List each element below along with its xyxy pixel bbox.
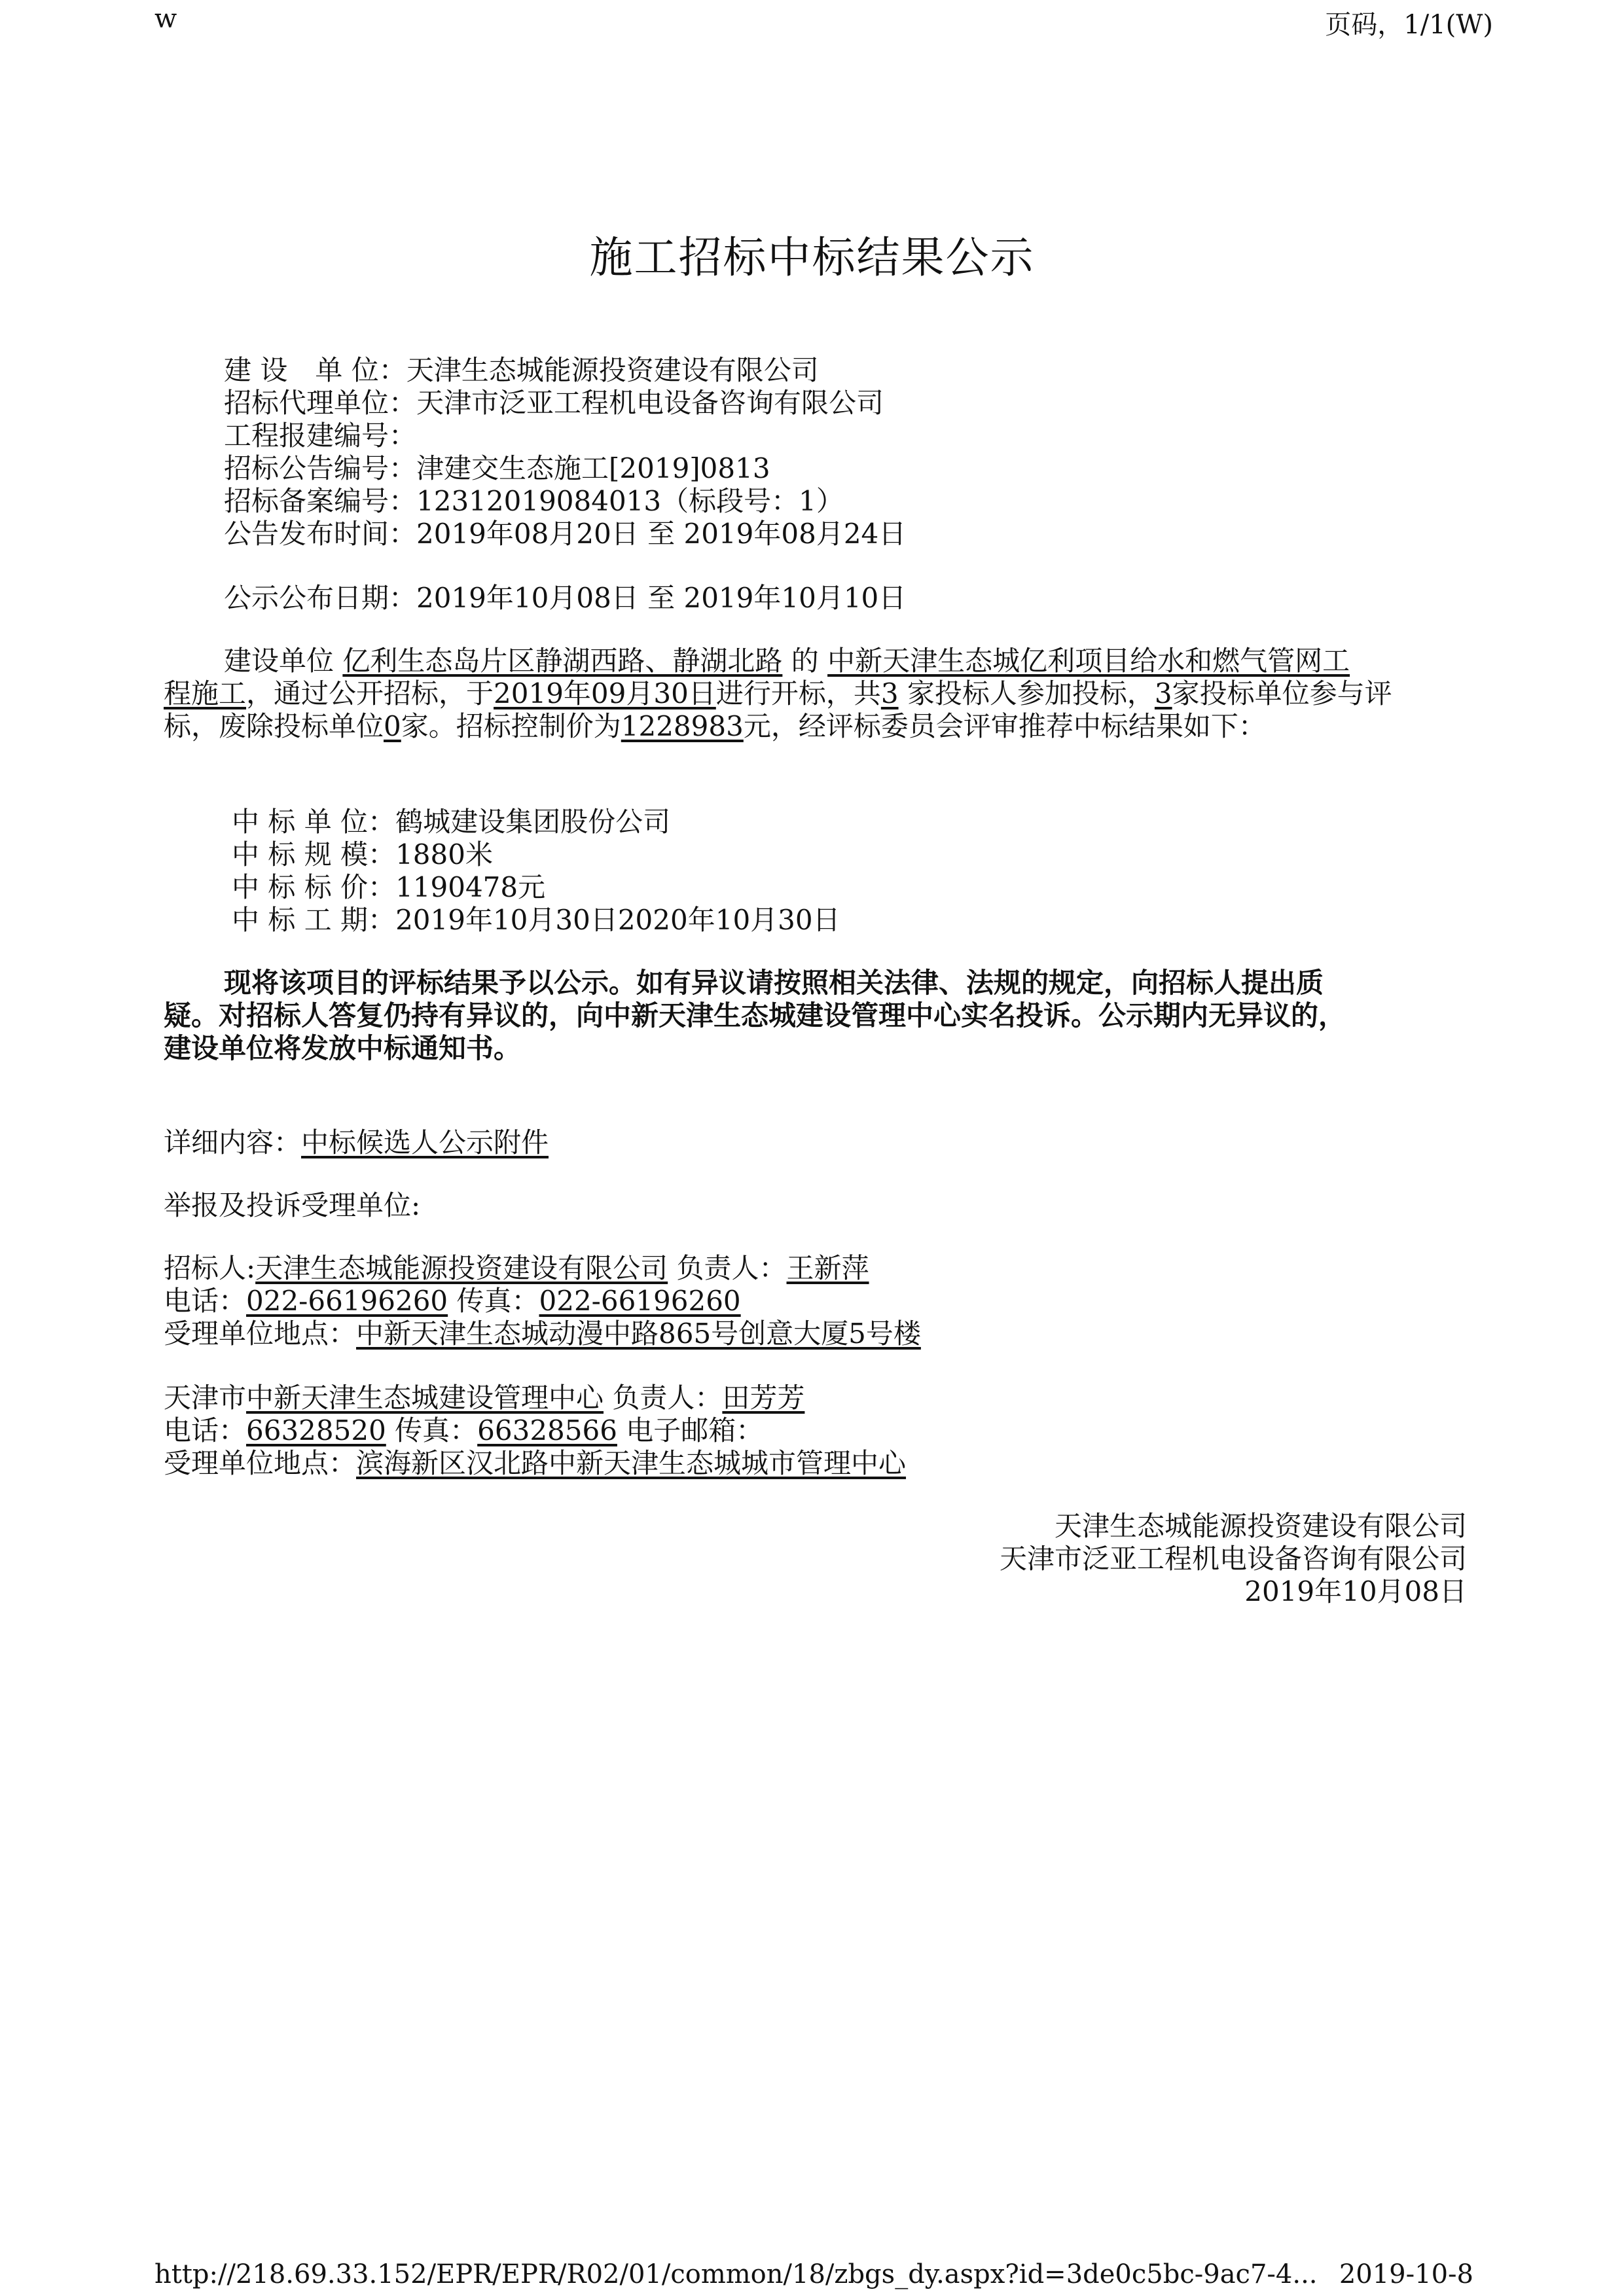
authority-email-label: 电子邮箱： (617, 1414, 764, 1446)
intro-line-2 (164, 677, 1392, 711)
result-scale (232, 838, 493, 872)
tenderer-row (164, 1251, 869, 1285)
tenderer-contact: 王新萍 (786, 1252, 869, 1284)
page-title: 施工招标中标结果公示 (589, 232, 1035, 283)
tenderer-address-row (164, 1317, 921, 1351)
intro-text: 家投标单位参与评 (1172, 677, 1392, 709)
complaint-title: 举报及投诉受理单位: (164, 1189, 421, 1221)
public-value: 2019年10月08日 至 2019年10月10日 (416, 582, 907, 614)
tenderer-phone-label: 电话： (164, 1285, 247, 1317)
scale-label: 中 标 规 模： (232, 838, 396, 870)
authority-contact-label: 负责人： (604, 1382, 723, 1414)
tenderer-phone: 022-66196260 (246, 1285, 448, 1317)
price-value: 1190478元 (395, 871, 546, 903)
authority-address: 滨海新区汉北路中新天津生态城城市管理中心 (356, 1447, 907, 1479)
authority-phone-label: 电话： (164, 1414, 247, 1446)
intro-text: 家投标人参加投标， (898, 677, 1155, 709)
control-price: 1228983 (621, 710, 744, 742)
tenderer-name-link[interactable]: 天津生态城能源投资建设有限公司 (255, 1252, 668, 1284)
open-date: 2019年09月30日 (494, 677, 716, 709)
statement-line-3: 建设单位将发放中标通知书。 (164, 1032, 522, 1064)
result-winner (232, 805, 670, 839)
intro-line-3 (164, 709, 1266, 744)
intro-line-1 (224, 644, 1350, 678)
bidder-count: 3 (880, 677, 899, 709)
publish-value: 2019年08月20日 至 2019年08月24日 (416, 518, 907, 550)
intro-text: 家。招标控制价为 (401, 710, 621, 742)
authority-addr-label: 受理单位地点： (164, 1447, 357, 1479)
result-period (232, 903, 840, 937)
tenderer-addr-label: 受理单位地点： (164, 1318, 357, 1350)
tenderer-contact-label: 负责人： (668, 1252, 787, 1284)
footer-url: http://218.69.33.152/EPR/EPR/R02/01/common/18/zbgs_dy.aspx?id=3de0c5bc-9ac7-4... (154, 2259, 1318, 2289)
info-public-date (224, 581, 906, 615)
price-label: 中 标 标 价： (232, 871, 396, 903)
authority-phone-row (164, 1414, 763, 1448)
period-value: 2019年10月30日2020年10月30日 (395, 904, 840, 936)
period-label: 中 标 工 期： (232, 904, 396, 936)
tenderer-label: 招标人: (164, 1252, 256, 1284)
info-record-no (224, 484, 844, 518)
statement-line-1: 现将该项目的评标结果予以公示。如有异议请按照相关法律、法规的规定，向招标人提出质 (224, 967, 1324, 999)
builder-label: 建 设 单 位： (224, 354, 406, 386)
builder-value: 天津生态城能源投资建设有限公司 (406, 354, 819, 386)
tenderer-fax: 022-66196260 (539, 1285, 741, 1317)
info-publish-time (224, 517, 906, 551)
agent-label: 招标代理单位： (224, 387, 417, 419)
intro-text: 进行开标，共 (715, 677, 881, 709)
removed-count: 0 (384, 710, 401, 742)
project-location-link[interactable]: 亿利生态岛片区静湖西路、静湖北路 (342, 645, 783, 677)
authority-phone: 66328520 (246, 1414, 386, 1446)
signature-org-2: 天津市泛亚工程机电设备咨询有限公司 (999, 1543, 1467, 1575)
footer-date: 2019-10-8 (1339, 2259, 1473, 2289)
details-label: 详细内容： (164, 1126, 302, 1158)
intro-text: 的 (782, 645, 828, 677)
authority-name-link[interactable]: 中新天津生态城建设管理中心 (246, 1382, 604, 1414)
valid-bidder-count: 3 (1154, 677, 1172, 709)
authority-row (164, 1381, 804, 1415)
intro-text: 元，经评标委员会评审推荐中标结果如下： (743, 710, 1266, 742)
signature-org-1: 天津生态城能源投资建设有限公司 (1054, 1510, 1467, 1542)
authority-fax: 66328566 (477, 1414, 617, 1446)
publish-label: 公告发布时间： (224, 518, 417, 550)
authority-contact: 田芳芳 (722, 1382, 805, 1414)
scale-value: 1880米 (395, 838, 493, 870)
record-no-value: 12312019084013（标段号：1） (416, 485, 844, 517)
signature-date: 2019年10月08日 (1244, 1575, 1467, 1607)
intro-text: ，通过公开招标，于 (246, 677, 494, 709)
header-page-number: 页码，1/1(W) (1325, 10, 1493, 40)
result-price (232, 870, 545, 905)
authority-prefix: 天津市 (164, 1382, 247, 1414)
header-left: w (154, 4, 177, 34)
intro-text: 标，废除投标单位 (164, 710, 384, 742)
attachment-link[interactable]: 中标候选人公示附件 (301, 1126, 549, 1158)
details-row (164, 1126, 549, 1160)
notice-no-value: 津建交生态施工[2019]0813 (416, 452, 770, 484)
info-notice-no (224, 452, 770, 486)
tenderer-phone-row (164, 1284, 741, 1318)
tenderer-address: 中新天津生态城动漫中路865号创意大厦5号楼 (356, 1318, 921, 1350)
project-name-link-cont[interactable]: 程施工 (164, 677, 247, 709)
winner-value: 鹤城建设集团股份公司 (395, 806, 671, 838)
record-no-label: 招标备案编号： (224, 485, 417, 517)
info-builder (224, 353, 819, 387)
project-name-link[interactable]: 中新天津生态城亿利项目给水和燃气管网工 (827, 645, 1350, 677)
tenderer-fax-label: 传真： (448, 1285, 539, 1317)
info-project-no (224, 419, 416, 453)
public-label: 公示公布日期： (224, 582, 417, 614)
agent-value: 天津市泛亚工程机电设备咨询有限公司 (416, 387, 884, 419)
authority-address-row (164, 1446, 906, 1480)
info-agent (224, 386, 884, 420)
intro-text: 建设单位 (224, 645, 343, 677)
winner-label: 中 标 单 位： (232, 806, 396, 838)
statement-line-2: 疑。对招标人答复仍持有异议的，向中新天津生态城建设管理中心实名投诉。公示期内无异议的， (164, 999, 1346, 1031)
authority-fax-label: 传真： (386, 1414, 478, 1446)
project-no-label: 工程报建编号： (224, 420, 417, 452)
notice-no-label: 招标公告编号： (224, 452, 417, 484)
